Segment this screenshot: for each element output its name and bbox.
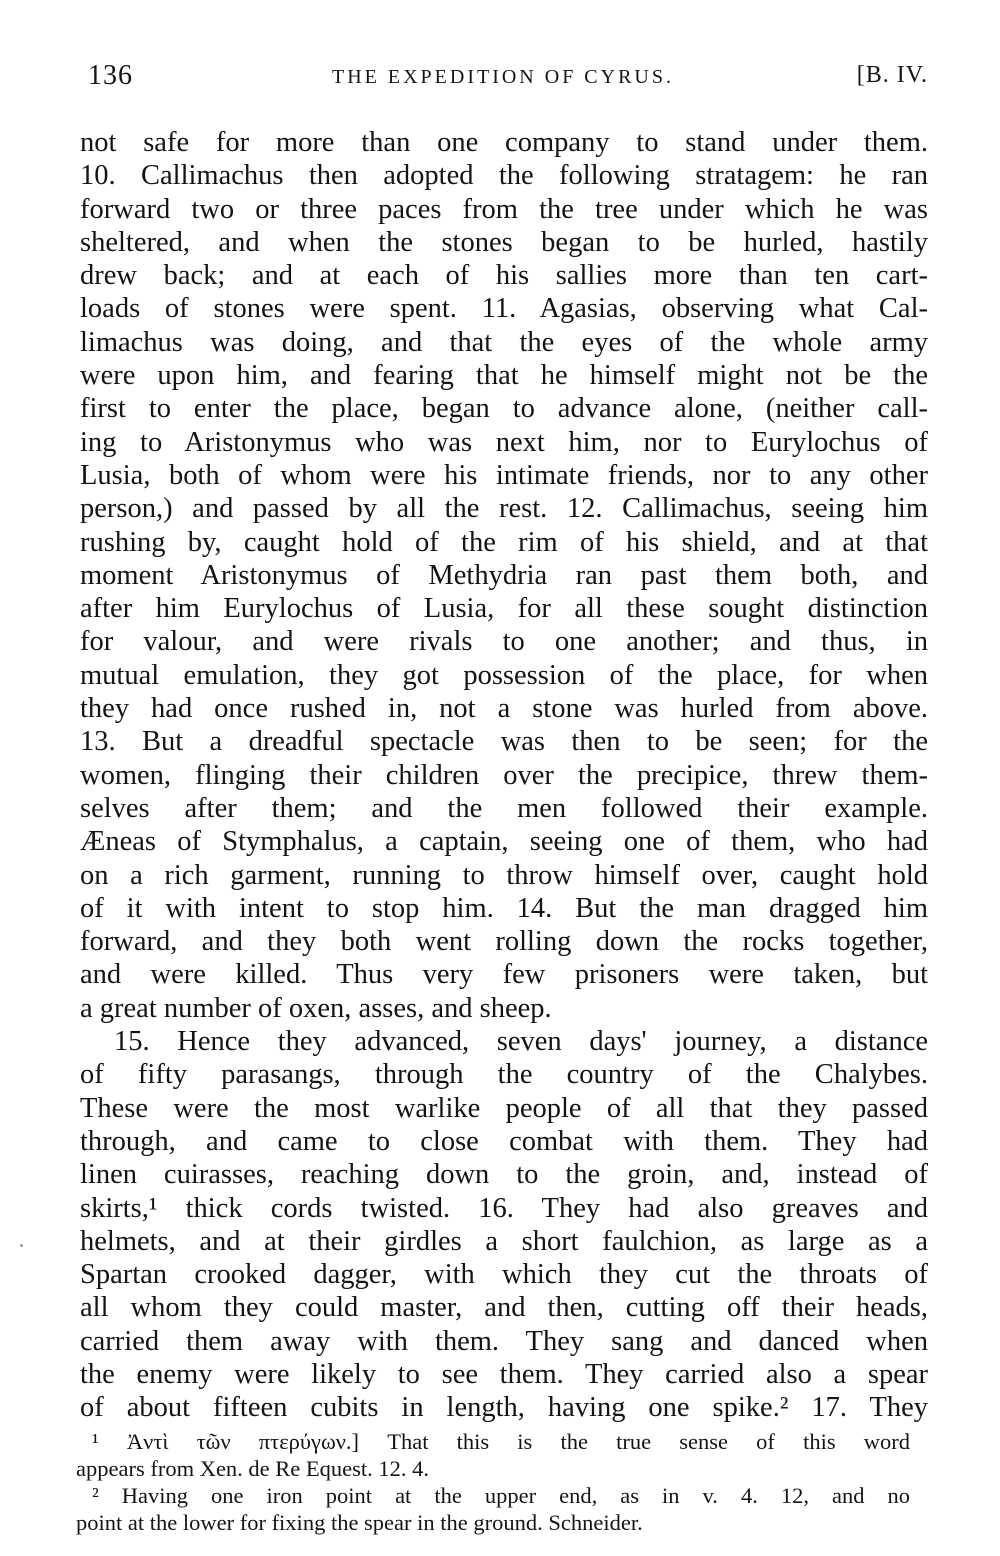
- body-line: all whom they could master, and then, cutting off their heads,: [80, 1292, 928, 1324]
- body-line: drew back; and at each of his sallies more than ten cart-: [80, 260, 928, 292]
- body-line: 15. Hence they advanced, seven days' journey, a distance: [114, 1026, 928, 1058]
- body-line: helmets, and at their girdles a short faulchion, as large as a: [80, 1225, 928, 1257]
- book-indicator: [B. IV.: [856, 62, 928, 88]
- body-line: forward two or three paces from the tree under which he was: [80, 193, 928, 225]
- body-line: limachus was doing, and that the eyes of the whole army: [80, 326, 928, 358]
- body-line: first to enter the place, began to advance alone, (neither call-: [80, 393, 928, 425]
- body-line: Æneas of Stymphalus, a captain, seeing one of them, who had: [80, 826, 928, 858]
- footnote-line: ¹ Ἀντὶ τῶν πτερύγων.] That this is the true sense of this word: [92, 1429, 910, 1454]
- body-line: loads of stones were spent. 11. Agasias, observing what Cal-: [80, 293, 928, 325]
- body-line: women, flinging their children over the precipice, threw them-: [80, 759, 928, 791]
- body-line: of it with intent to stop him. 14. But the man dragged him: [80, 892, 928, 924]
- body-line: 10. Callimachus then adopted the following stratagem: he ran: [80, 160, 928, 192]
- page-header: [78, 60, 928, 100]
- footnote-line: ² Having one iron point at the upper end, as in v. 4. 12, and no: [92, 1483, 910, 1508]
- footnotes: [76, 1428, 910, 1536]
- body-line: on a rich garment, running to throw himself over, caught hold: [80, 859, 928, 891]
- body-line: they had once rushed in, not a stone was hurled from above.: [80, 693, 928, 725]
- body-line: sheltered, and when the stones began to be hurled, hastily: [80, 226, 928, 258]
- body-line: and were killed. Thus very few prisoners were taken, but: [80, 959, 928, 991]
- body-line: were upon him, and fearing that he himself might not be the: [80, 360, 928, 392]
- body-line: skirts,¹ thick cords twisted. 16. They had also greaves and: [80, 1192, 928, 1224]
- body-line: of fifty parasangs, through the country of the Chalybes.: [80, 1059, 928, 1091]
- body-line: not safe for more than one company to stand under them.: [80, 127, 928, 158]
- margin-speck: [20, 1244, 23, 1247]
- running-title: THE EXPEDITION OF CYRUS.: [332, 66, 674, 88]
- body-line: through, and came to close combat with them. They had: [80, 1125, 928, 1157]
- body-line: for valour, and were rivals to one another; and thus, in: [80, 626, 928, 658]
- body-line: forward, and they both went rolling down the rocks together,: [80, 926, 928, 958]
- body-line: of about fifteen cubits in length, having one spike.² 17. They: [80, 1392, 928, 1424]
- page-number: 136: [88, 60, 133, 91]
- body-text: [80, 126, 928, 1425]
- body-line: carried them away with them. They sang and danced when: [80, 1325, 928, 1357]
- body-line: Spartan crooked dagger, with which they cut the throats of: [80, 1259, 928, 1291]
- body-line: a great number of oxen, asses, and sheep.: [80, 992, 552, 1024]
- body-line: ing to Aristonymus who was next him, nor to Eurylochus of: [80, 426, 928, 458]
- body-line: Lusia, both of whom were his intimate friends, nor to any other: [80, 459, 928, 491]
- footnote-line: appears from Xen. de Re Equest. 12. 4.: [76, 1456, 430, 1481]
- body-line: linen cuirasses, reaching down to the groin, and, instead of: [80, 1159, 928, 1191]
- body-line: 13. But a dreadful spectacle was then to be seen; for the: [80, 726, 928, 758]
- body-line: rushing by, caught hold of the rim of his shield, and at that: [80, 526, 928, 558]
- body-line: person,) and passed by all the rest. 12. Callimachus, seeing him: [80, 493, 928, 525]
- body-line: selves after them; and the men followed their example.: [80, 792, 928, 824]
- body-line: the enemy were likely to see them. They carried also a spear: [80, 1358, 928, 1390]
- body-line: after him Eurylochus of Lusia, for all these sought distinction: [80, 593, 928, 625]
- body-line: mutual emulation, they got possession of the place, for when: [80, 659, 928, 691]
- footnote-line: point at the lower for fixing the spear in the ground. Schneider.: [76, 1510, 643, 1535]
- body-line: moment Aristonymus of Methydria ran past them both, and: [80, 559, 928, 591]
- body-line: These were the most warlike people of all that they passed: [80, 1092, 928, 1124]
